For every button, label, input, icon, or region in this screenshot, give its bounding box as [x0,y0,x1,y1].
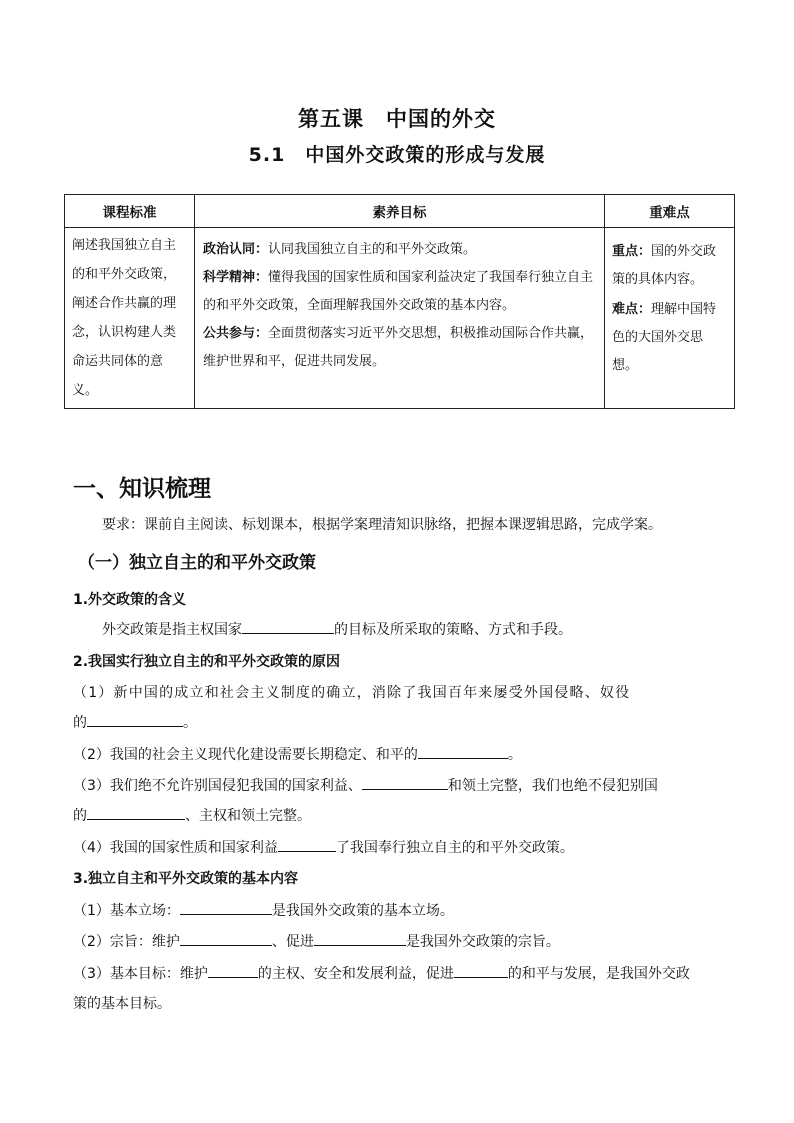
curriculum-table [64,194,735,409]
fill-blank[interactable] [87,712,183,727]
standard-text: 阐述我国独立自主的和平外交政策，阐述合作共赢的理念，认识构建人类命运共同体的意义。 [72,238,177,398]
fill-blank[interactable] [180,900,272,915]
table-header-row [65,195,735,228]
goal-participation: 公共参与：全面贯彻落实习近平外交思想，积极推动国际合作共赢，维护世界和平，促进共同发展。 [203,326,594,369]
key-point: 重点：国的外交政策的具体内容。 [612,244,717,287]
q3-item2: （2）宗旨：维护 、促进 是我国外交政策的宗旨。 [73,931,560,951]
lesson-subtitle: 5.1 中国外交政策的形成与发展 [248,144,546,166]
q3-item3: （3）基本目标：维护 的主权、安全和发展利益，促进 的和平与发展，是我国外交政 [73,963,690,983]
q2-item2: （2）我国的社会主义现代化建设需要长期稳定、和平的 。 [73,744,522,764]
header-standard: 课程标准 [65,195,195,228]
fill-blank[interactable] [362,775,448,790]
key-points-cell [605,228,735,409]
q2-item1: （1）新中国的成立和社会主义制度的确立，消除了我国百年来屡受外国侵略、奴役 [73,685,631,701]
fill-blank[interactable] [208,963,258,978]
subsection-heading: （一）独立自主的和平外交政策 [78,553,316,573]
fill-blank[interactable] [314,931,406,946]
goal-science: 科学精神：懂得我国的国家性质和国家利益决定了我国奉行独立自主的和平外交政策，全面理解我国外交政策的基本内容。 [203,270,594,313]
q3-item3-cont: 策的基本目标。 [73,996,171,1012]
section-heading: 一、知识梳理 [73,476,211,502]
q2-title: 2.我国实行独立自主的和平外交政策的原因 [73,654,341,670]
difficult-point: 难点：理解中国特色的大国外交思想。 [612,302,717,373]
q1-line: 外交政策是指主权国家 的目标及所采取的策略、方式和手段。 [102,619,572,639]
goal-political: 政治认同：认同我国独立自主的和平外交政策。 [203,242,477,257]
q3-item1: （1）基本立场： 是我国外交政策的基本立场。 [73,900,454,920]
fill-blank[interactable] [278,837,336,852]
fill-blank[interactable] [418,744,508,759]
standard-cell [65,228,195,409]
requirement-text: 要求：课前自主阅读、标划课本，根据学案理清知识脉络，把握本课逻辑思路，完成学案。 [102,517,662,533]
q3-title: 3.独立自主和平外交政策的基本内容 [73,871,299,887]
q2-item4: （4）我国的国家性质和国家利益 了我国奉行独立自主的和平外交政策。 [73,837,574,857]
header-key-points: 重难点 [605,195,735,228]
header-goals: 素养目标 [195,195,605,228]
goals-cell [195,228,605,409]
q2-item3-cont: 的 、主权和领土完整。 [73,805,311,825]
fill-blank[interactable] [180,931,272,946]
fill-blank[interactable] [87,805,185,820]
lesson-title: 第五课 中国的外交 [298,107,496,131]
q1-title: 1.外交政策的含义 [73,592,187,608]
fill-blank[interactable] [242,619,334,634]
q2-item3: （3）我们绝不允许别国侵犯我国的国家利益、 和领土完整，我们也绝不侵犯别国 [73,775,658,795]
fill-blank[interactable] [454,963,508,978]
q2-item1-cont: 的 。 [73,712,197,732]
table-row [65,228,735,409]
